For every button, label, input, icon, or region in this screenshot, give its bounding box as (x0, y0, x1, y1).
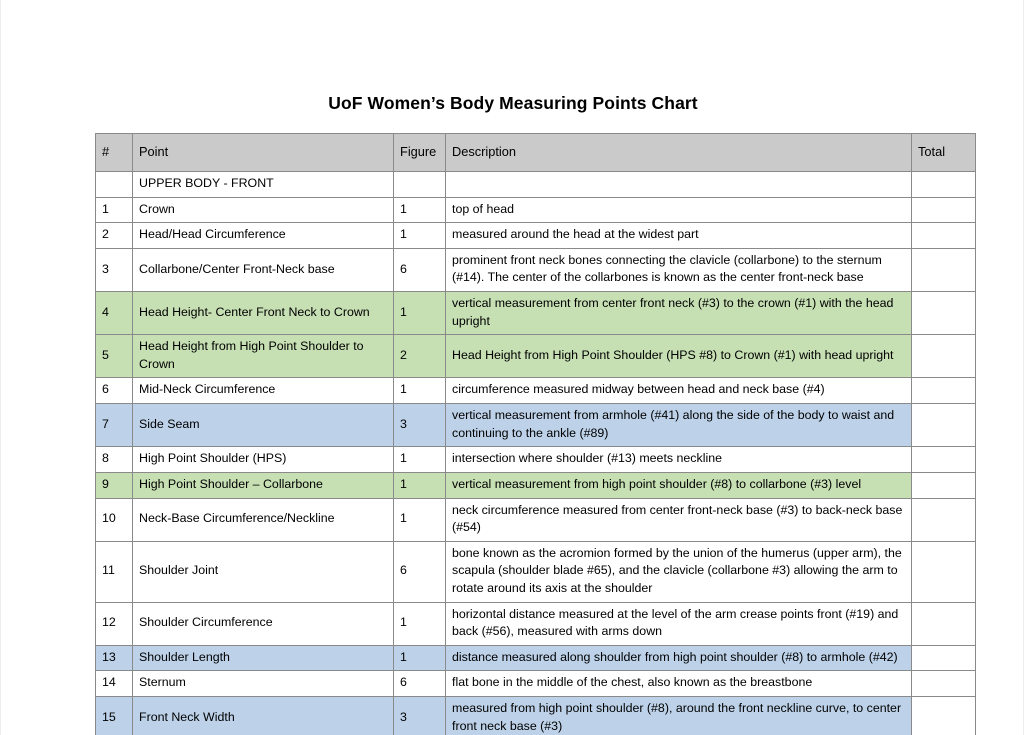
cell-number: 11 (96, 541, 133, 602)
cell-point: Collarbone/Center Front-Neck base (133, 248, 394, 291)
cell-description: vertical measurement from armhole (#41) along the side of the body to waist and continuing to the ankle (#89) (446, 404, 912, 447)
cell-figure: 1 (394, 472, 446, 498)
cell-number: 10 (96, 498, 133, 541)
cell-figure: 1 (394, 197, 446, 223)
cell-total[interactable] (912, 404, 976, 447)
cell-figure: 6 (394, 671, 446, 697)
cell-number: 6 (96, 378, 133, 404)
cell-point: Mid-Neck Circumference (133, 378, 394, 404)
cell-total[interactable] (912, 378, 976, 404)
cell-point: UPPER BODY - FRONT (133, 172, 394, 198)
cell-number (96, 172, 133, 198)
cell-description: top of head (446, 197, 912, 223)
cell-description: circumference measured midway between head and neck base (#4) (446, 378, 912, 404)
table-row (96, 378, 976, 404)
table-section-row (96, 172, 976, 198)
cell-point: Crown (133, 197, 394, 223)
cell-total[interactable] (912, 602, 976, 645)
cell-point: Neck-Base Circumference/Neckline (133, 498, 394, 541)
cell-figure: 1 (394, 645, 446, 671)
cell-number: 3 (96, 248, 133, 291)
column-header-figure: Figure (394, 134, 446, 172)
cell-figure: 3 (394, 697, 446, 735)
table-row (96, 671, 976, 697)
cell-description: vertical measurement from center front neck (#3) to the crown (#1) with the head upright (446, 292, 912, 335)
cell-figure: 1 (394, 602, 446, 645)
cell-figure: 1 (394, 378, 446, 404)
cell-figure: 6 (394, 541, 446, 602)
cell-point: Front Neck Width (133, 697, 394, 735)
cell-description: Head Height from High Point Shoulder (HPS #8) to Crown (#1) with head upright (446, 335, 912, 378)
table-row (96, 697, 976, 735)
cell-number: 4 (96, 292, 133, 335)
cell-figure (394, 172, 446, 198)
cell-point: Head/Head Circumference (133, 223, 394, 249)
table-body (96, 172, 976, 735)
cell-description (446, 172, 912, 198)
cell-description: distance measured along shoulder from high point shoulder (#8) to armhole (#42) (446, 645, 912, 671)
cell-total[interactable] (912, 335, 976, 378)
column-header-number: # (96, 134, 133, 172)
column-header-point: Point (133, 134, 394, 172)
cell-number: 8 (96, 447, 133, 473)
table-header (96, 134, 976, 172)
table-row (96, 404, 976, 447)
cell-description: intersection where shoulder (#13) meets neckline (446, 447, 912, 473)
cell-point: High Point Shoulder (HPS) (133, 447, 394, 473)
table-row (96, 248, 976, 291)
table-row (96, 447, 976, 473)
table-row (96, 223, 976, 249)
cell-total[interactable] (912, 472, 976, 498)
cell-description: bone known as the acromion formed by the union of the humerus (upper arm), the scapula (shoulder blade #65), and the clavicle (collarbone #3) allowing the arm to rotate around its axis at the shoulder (446, 541, 912, 602)
table-row (96, 602, 976, 645)
cell-number: 2 (96, 223, 133, 249)
column-header-total: Total (912, 134, 976, 172)
cell-point: Shoulder Circumference (133, 602, 394, 645)
cell-number: 5 (96, 335, 133, 378)
cell-description: prominent front neck bones connecting the clavicle (collarbone) to the sternum (#14). The center of the collarbones is known as the center front-neck base (446, 248, 912, 291)
table-row (96, 498, 976, 541)
cell-description: vertical measurement from high point shoulder (#8) to collarbone (#3) level (446, 472, 912, 498)
cell-number: 7 (96, 404, 133, 447)
cell-figure: 6 (394, 248, 446, 291)
cell-total[interactable] (912, 223, 976, 249)
measuring-points-table (95, 133, 976, 735)
cell-total[interactable] (912, 172, 976, 198)
cell-description: horizontal distance measured at the level of the arm crease points front (#19) and back (#56), measured with arms down (446, 602, 912, 645)
cell-number: 14 (96, 671, 133, 697)
cell-number: 1 (96, 197, 133, 223)
cell-description: neck circumference measured from center front-neck base (#3) to back-neck base (#54) (446, 498, 912, 541)
cell-figure: 1 (394, 292, 446, 335)
cell-total[interactable] (912, 447, 976, 473)
cell-description: measured around the head at the widest part (446, 223, 912, 249)
cell-total[interactable] (912, 671, 976, 697)
cell-number: 13 (96, 645, 133, 671)
table-row (96, 197, 976, 223)
cell-point: Shoulder Joint (133, 541, 394, 602)
cell-description: measured from high point shoulder (#8), around the front neckline curve, to center front neck base (#3) (446, 697, 912, 735)
cell-total[interactable] (912, 197, 976, 223)
cell-point: Head Height- Center Front Neck to Crown (133, 292, 394, 335)
cell-number: 9 (96, 472, 133, 498)
cell-total[interactable] (912, 541, 976, 602)
table-header-row (96, 134, 976, 172)
cell-figure: 1 (394, 223, 446, 249)
cell-figure: 3 (394, 404, 446, 447)
cell-point: Shoulder Length (133, 645, 394, 671)
cell-figure: 1 (394, 447, 446, 473)
column-header-description: Description (446, 134, 912, 172)
table-row (96, 541, 976, 602)
page-title: UoF Women’s Body Measuring Points Chart (328, 93, 698, 113)
table-row (96, 645, 976, 671)
cell-number: 12 (96, 602, 133, 645)
cell-point: Head Height from High Point Shoulder to Crown (133, 335, 394, 378)
cell-total[interactable] (912, 697, 976, 735)
cell-total[interactable] (912, 248, 976, 291)
cell-figure: 1 (394, 498, 446, 541)
table-row (96, 472, 976, 498)
cell-point: Side Seam (133, 404, 394, 447)
cell-description: flat bone in the middle of the chest, also known as the breastbone (446, 671, 912, 697)
table-row (96, 292, 976, 335)
cell-point: High Point Shoulder – Collarbone (133, 472, 394, 498)
cell-total[interactable] (912, 498, 976, 541)
cell-total[interactable] (912, 645, 976, 671)
table-row (96, 335, 976, 378)
cell-figure: 2 (394, 335, 446, 378)
cell-number: 15 (96, 697, 133, 735)
cell-total[interactable] (912, 292, 976, 335)
cell-point: Sternum (133, 671, 394, 697)
